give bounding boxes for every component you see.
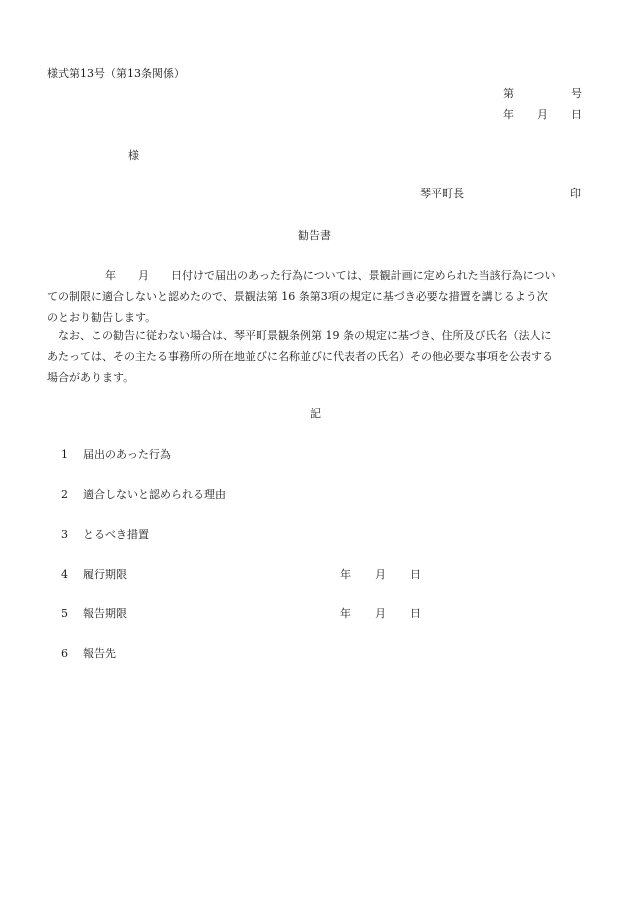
item-label: 適合しないと認められる理由 <box>83 488 226 501</box>
form-label: 様式第13号（第13条関係） <box>47 67 185 80</box>
item-date-month: 月 <box>375 568 386 581</box>
body-paragraph-1-line-2: ての制限に適合しないと認めたので、景観法第 16 条第3項の規定に基づき必要な措置を講じるよう次 <box>47 290 548 303</box>
body-paragraph-2-line-1: なお、この勧告に従わない場合は、琴平町景観条例第 19 条の規定に基づき、住所及び氏名（法人に <box>58 329 552 342</box>
item-number: 4 <box>61 568 68 581</box>
item-number: 1 <box>61 448 68 461</box>
item-number: 2 <box>61 488 68 501</box>
item-number: 6 <box>61 647 68 660</box>
item-date-year: 年 <box>340 568 351 581</box>
body-paragraph-2 <box>47 325 587 388</box>
item-date-day: 日 <box>410 607 421 620</box>
doc-date-year: 年 <box>503 108 514 121</box>
item-date-day: 日 <box>410 568 421 581</box>
item-number: 5 <box>61 607 68 620</box>
body-paragraph-1-line-3: のとおり勧告します。 <box>47 311 157 324</box>
body-paragraph-1-line-1: 年 月 日付けで届出のあった行為については、景観計画に定められた当該行為につい <box>105 269 556 282</box>
ki-heading: 記 <box>310 407 321 420</box>
body-paragraph-1 <box>47 265 587 328</box>
item-label: 履行期限 <box>83 568 127 581</box>
doc-number-suffix: 号 <box>571 87 582 100</box>
item-label: 報告先 <box>83 647 116 660</box>
item-label: 届出のあった行為 <box>83 448 171 461</box>
item-label: とるべき措置 <box>83 528 149 541</box>
issuer-seal: 印 <box>570 187 581 200</box>
body-paragraph-2-line-2: あたっては、その主たる事務所の所在地並びに名称並びに代表者の氏名）その他必要な事項を公表する <box>47 350 553 363</box>
doc-date-day: 日 <box>571 108 582 121</box>
item-date-year: 年 <box>340 607 351 620</box>
item-date-month: 月 <box>375 607 386 620</box>
addressee-suffix: 様 <box>128 149 139 162</box>
doc-number-prefix: 第 <box>503 87 514 100</box>
doc-date-month: 月 <box>537 108 548 121</box>
document-title: 勧告書 <box>298 229 331 242</box>
item-number: 3 <box>61 528 68 541</box>
issuer-name: 琴平町長 <box>420 187 464 200</box>
item-label: 報告期限 <box>83 607 127 620</box>
body-paragraph-2-line-3: 場合があります。 <box>47 371 135 384</box>
